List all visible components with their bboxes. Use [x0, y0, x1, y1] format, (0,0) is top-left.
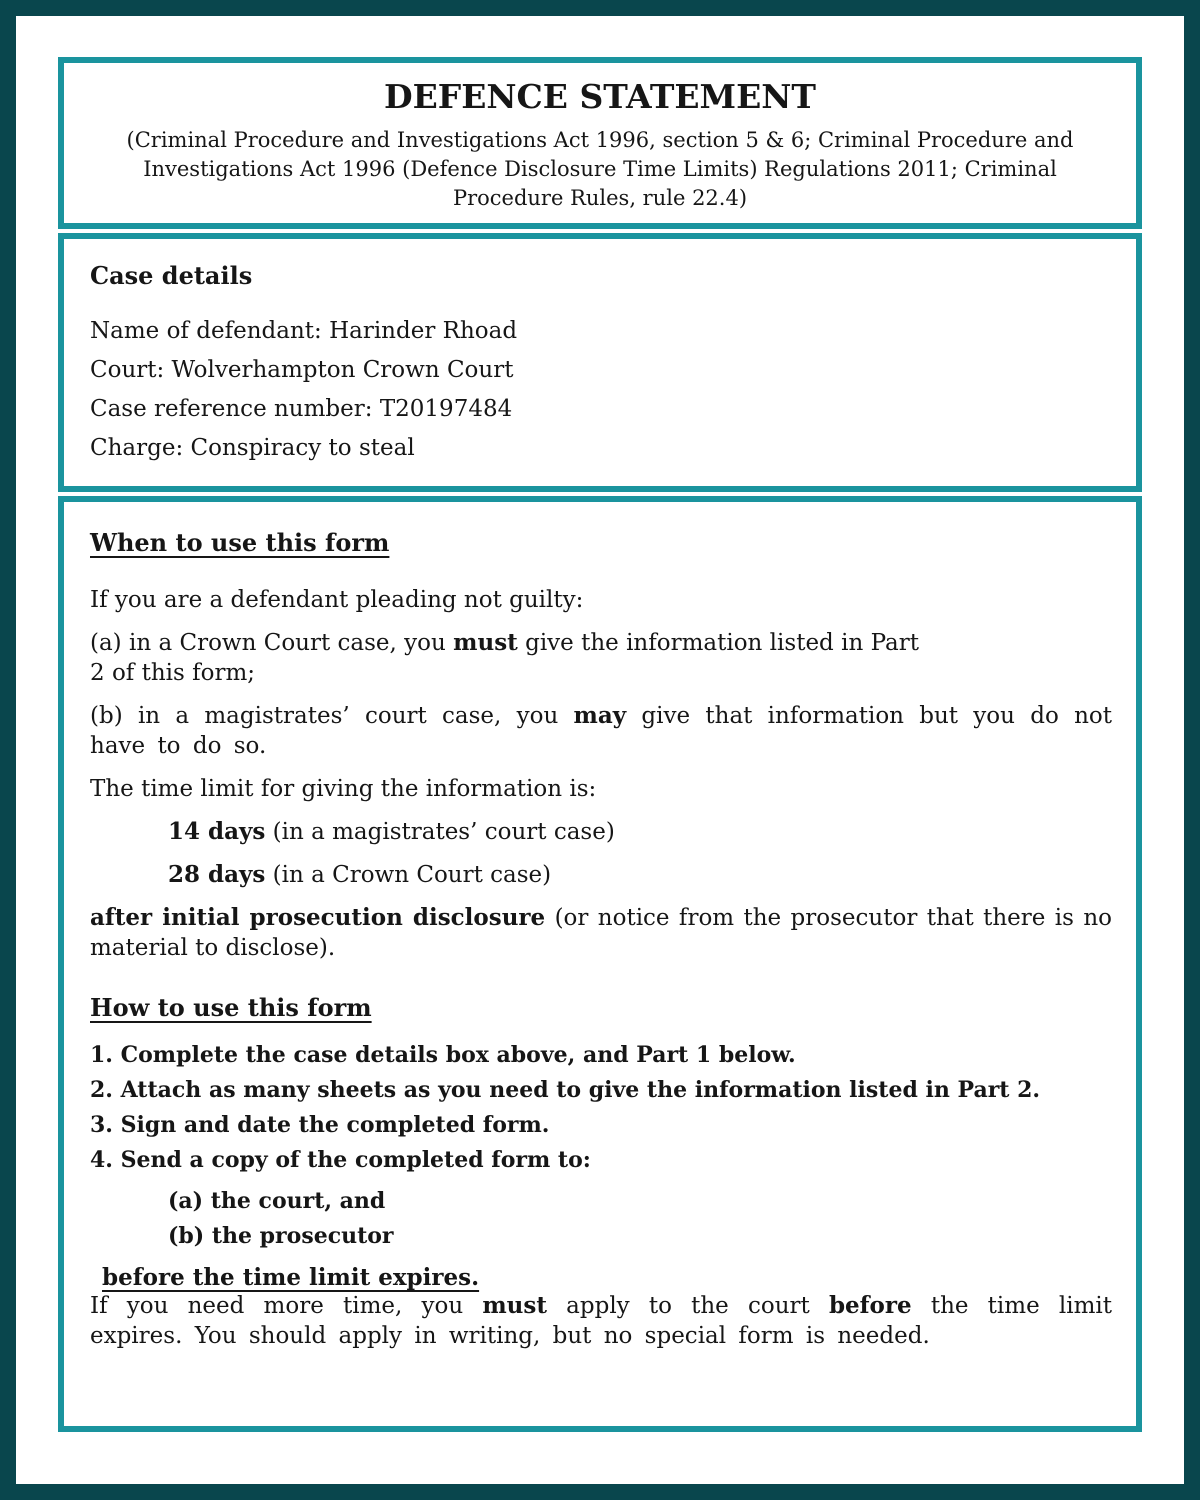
sub-steps-list	[90, 1184, 1112, 1254]
case-detail-row-charge: Charge: Conspiracy to steal	[90, 435, 415, 461]
form-title: DEFENCE STATEMENT	[384, 77, 816, 116]
time-limit-paragraph: The time limit for giving the information is:	[90, 776, 597, 802]
when-to-use-heading: When to use this form	[90, 528, 390, 557]
sub-step-a: (a) the court, and	[168, 1188, 386, 1214]
more-time-paragraph: If you need more time, you must apply to the court before the time limit expires. You should apply in writing, but no special form is needed.	[90, 1292, 1112, 1349]
item-b-paragraph: (b) in a magistrates’ court case, you may give that information but you do not have to do so.	[90, 702, 1112, 759]
case-details-box	[58, 233, 1142, 492]
step-3: 3. Sign and date the completed form.	[90, 1112, 550, 1138]
limit-14-days: 14 days (in a magistrates’ court case)	[168, 818, 615, 845]
step-4: 4. Send a copy of the completed form to:	[90, 1147, 591, 1173]
how-heading-wrap	[90, 989, 1112, 1022]
instructions-box	[58, 496, 1142, 1432]
case-details-heading: Case details	[90, 261, 253, 290]
sub-step-b: (b) the prosecutor	[168, 1223, 394, 1249]
intro-paragraph: If you are a defendant pleading not guilty:	[90, 587, 584, 613]
case-detail-row-reference: Case reference number: T20197484	[90, 396, 513, 422]
deadline-note: before the time limit expires.	[102, 1264, 480, 1291]
case-detail-row-defendant: Name of defendant: Harinder Rhoad	[90, 318, 518, 344]
how-to-use-heading: How to use this form	[90, 993, 372, 1022]
limit-28-days: 28 days (in a Crown Court case)	[168, 861, 552, 888]
after-disclosure-paragraph: after initial prosecution disclosure (or notice from the prosecutor that there is no material to disclose).	[90, 904, 1112, 961]
item-a-paragraph: (a) in a Crown Court case, you must give the information listed in Part 2 of this form;	[90, 629, 919, 686]
form-subtitle: (Criminal Procedure and Investigations Act 1996, section 5 & 6; Criminal Procedure and Investigations Act 1996 (Defence Disclosure Time Limits) Regulations 2011; Criminal Procedure Rules, rule 22.4)	[126, 128, 1074, 210]
case-detail-row-court: Court: Wolverhampton Crown Court	[90, 357, 514, 383]
title-box	[58, 57, 1142, 229]
steps-list	[90, 1038, 1112, 1254]
step-2: 2. Attach as many sheets as you need to give the information listed in Part 2.	[90, 1077, 1041, 1103]
step-1: 1. Complete the case details box above, and Part 1 below.	[90, 1042, 796, 1068]
when-heading-wrap	[90, 524, 1112, 557]
